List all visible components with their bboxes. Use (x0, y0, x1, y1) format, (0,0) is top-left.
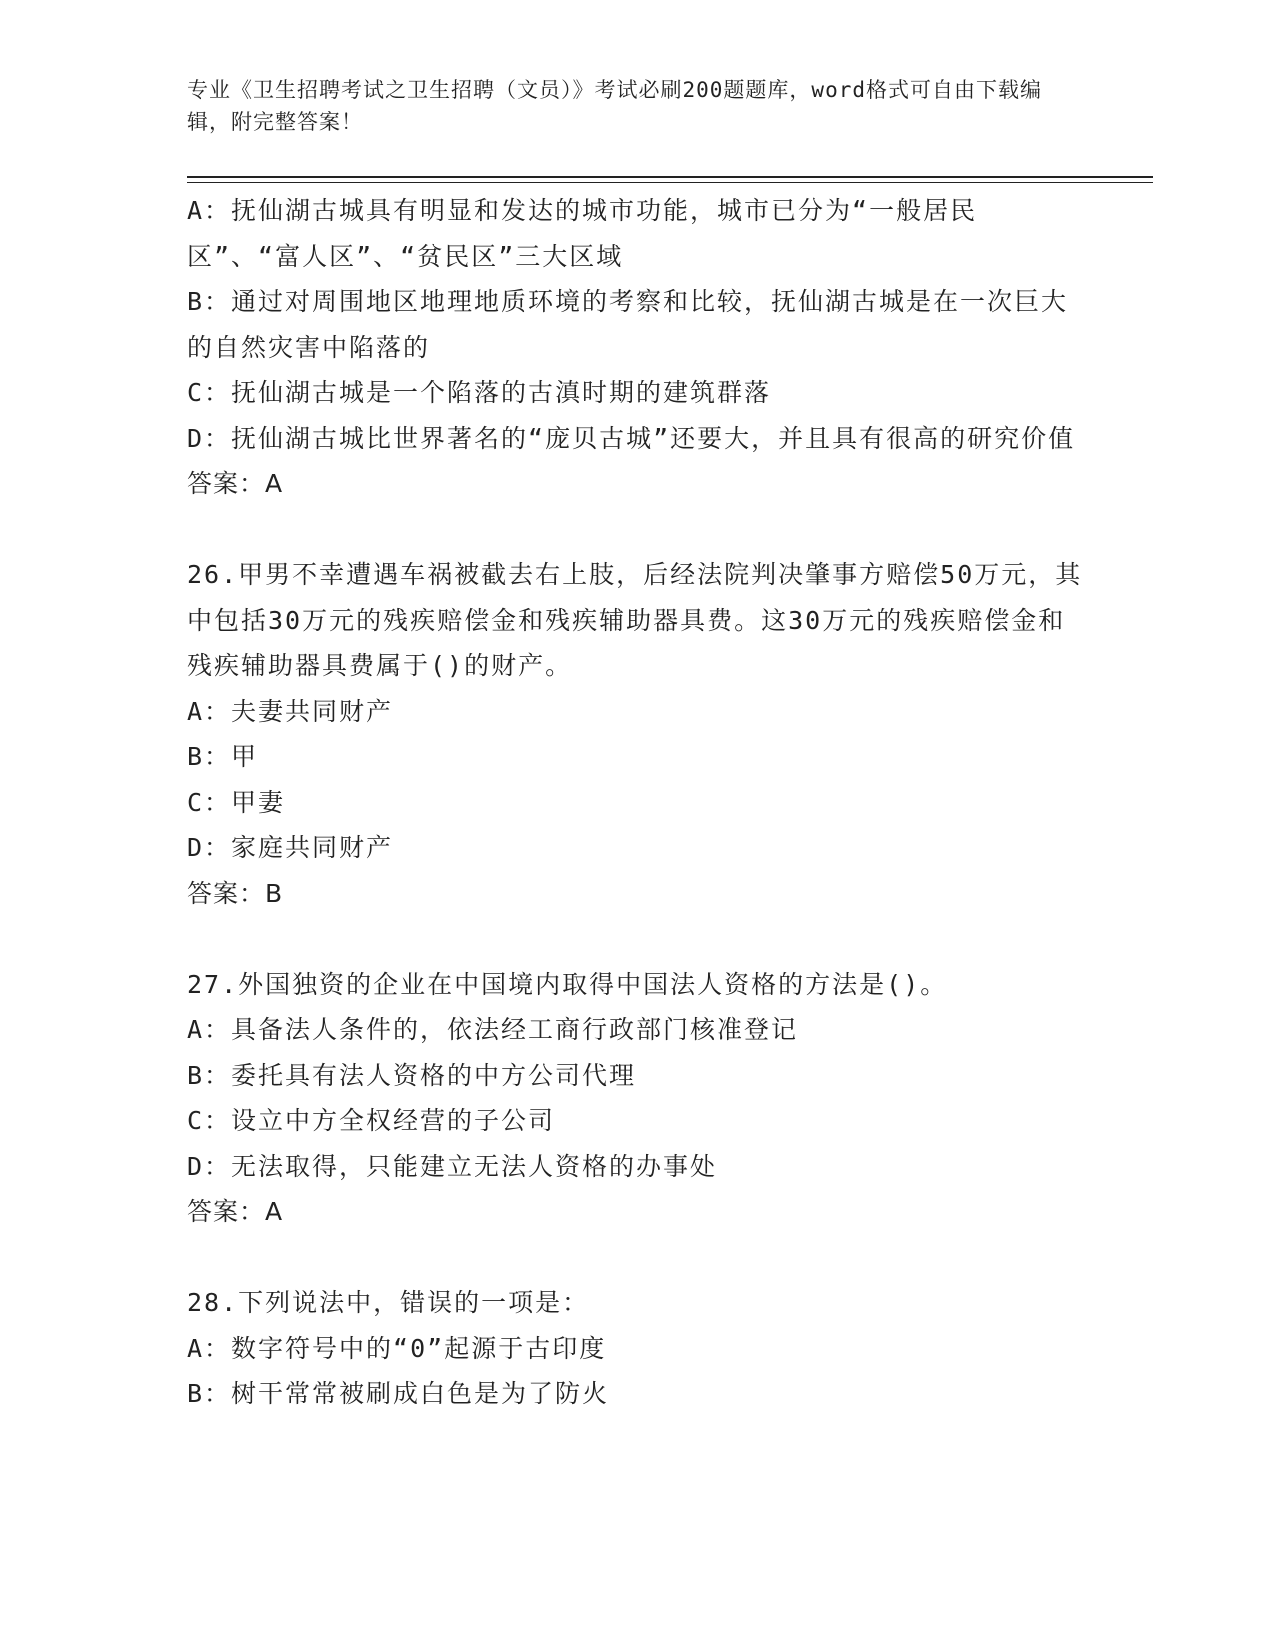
document-header: 专业《卫生招聘考试之卫生招聘（文员）》考试必刷200题题库，word格式可自由下载编辑，附完整答案！ (187, 78, 1042, 134)
question-spacer (187, 507, 1087, 553)
option-d: D：抚仙湖古城比世界著名的“庞贝古城”还要大，并且具有很高的研究价值 (187, 423, 1076, 453)
option-d: D：无法取得，只能建立无法人资格的办事处 (187, 1151, 718, 1181)
question-spacer (187, 916, 1087, 962)
question-27 (187, 962, 1087, 1235)
option-b: B：树干常常被刷成白色是为了防火 (187, 1379, 610, 1408)
question-stem: 26.甲男不幸遭遇车祸被截去右上肢，后经法院判决肇事方赔偿50万元，其中包括30万元的残疾赔偿金和残疾辅助器具费。这30万元的残疾赔偿金和残疾辅助器具费属于()的财产。 (187, 560, 1083, 680)
question-list (187, 188, 1087, 1417)
option-c: C：甲妻 (187, 787, 286, 817)
answer-label: 答案：A (187, 469, 284, 498)
question-stem: 28.下列说法中，错误的一项是： (187, 1288, 590, 1317)
header-rule-thin (187, 182, 1153, 183)
option-a: A：抚仙湖古城具有明显和发达的城市功能，城市已分为“一般居民区”、“富人区”、“贫民区”三大区域 (187, 196, 978, 271)
option-b: B：委托具有法人资格的中方公司代理 (187, 1060, 637, 1090)
question-spacer (187, 1235, 1087, 1281)
option-b: B：通过对周围地区地理地质环境的考察和比较，抚仙湖古城是在一次巨大的自然灾害中陷落的 (187, 287, 1069, 362)
question-26 (187, 552, 1087, 916)
option-b: B：甲 (187, 742, 259, 771)
question-25 (187, 188, 1087, 507)
option-a: A：具备法人条件的，依法经工商行政部门核准登记 (187, 1015, 799, 1044)
option-d: D：家庭共同财产 (187, 833, 394, 862)
header-rule-thick (187, 176, 1153, 178)
option-a: A：数字符号中的“0”起源于古印度 (187, 1333, 607, 1363)
answer-label: 答案：B (187, 878, 284, 908)
option-c: C：设立中方全权经营的子公司 (187, 1106, 556, 1135)
question-28 (187, 1280, 1087, 1417)
option-a: A：夫妻共同财产 (187, 696, 394, 726)
option-c: C：抚仙湖古城是一个陷落的古滇时期的建筑群落 (187, 378, 772, 407)
question-stem: 27.外国独资的企业在中国境内取得中国法人资格的方法是()。 (187, 969, 948, 999)
answer-label: 答案：A (187, 1197, 284, 1226)
